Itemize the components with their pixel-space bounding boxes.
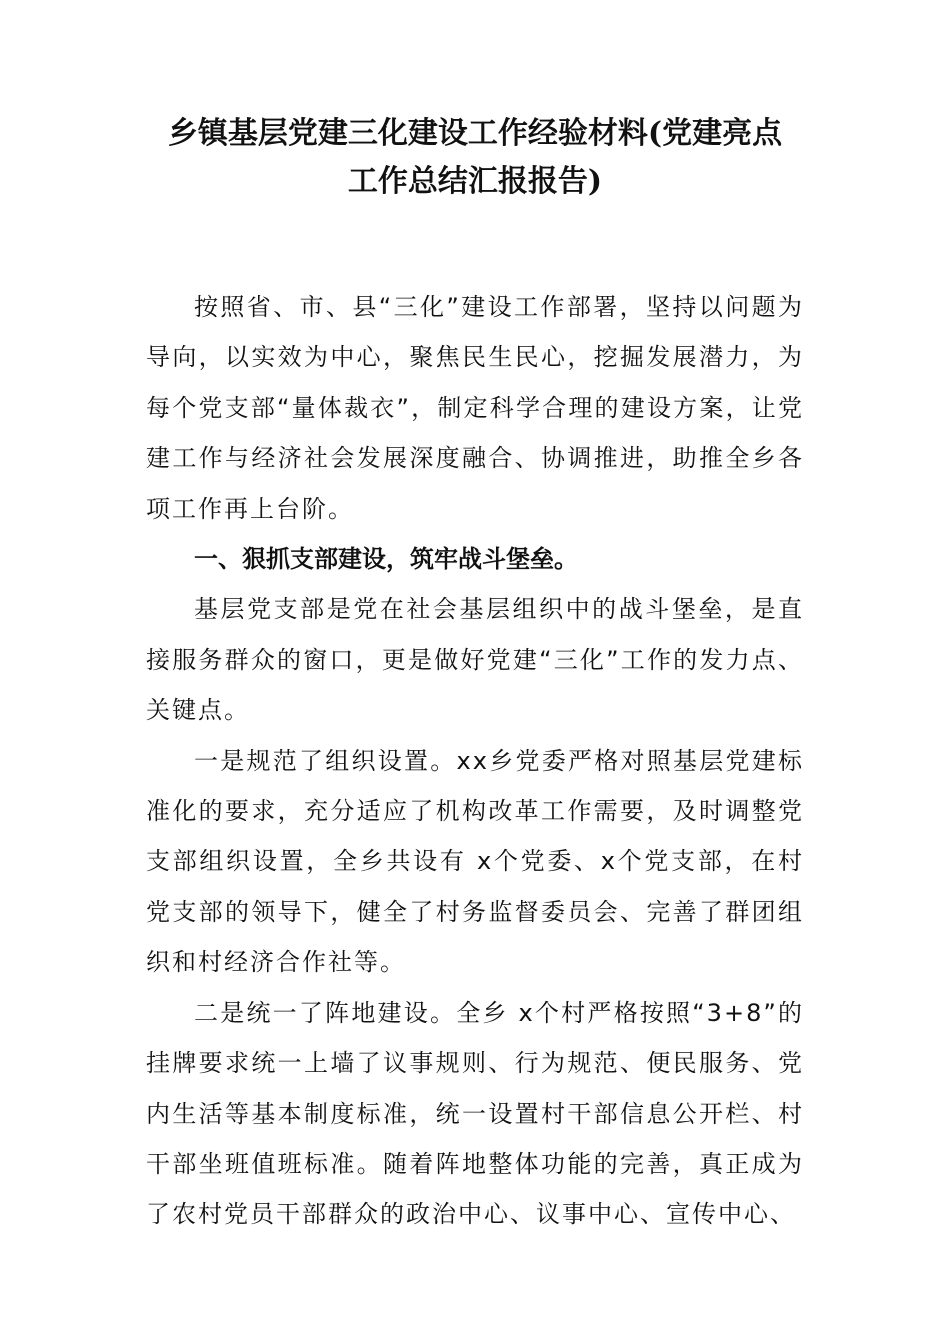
document-body [146, 282, 804, 1240]
title-line-1: 乡镇基层党建三化建设工作经验材料(党建亮点 [167, 116, 783, 151]
document-title [146, 110, 804, 206]
intro-paragraph: 按照省、市、县“三化”建设工作部署，坚持以问题为导向，以实效为中心，聚焦民生民心，挖掘发展潜力，为每个党支部“量体裁衣”，制定科学合理的建设方案，让党建工作与经济社会发展深度融合、协调推进，助推全乡各项工作再上台阶。 [146, 293, 804, 523]
body-paragraph: 一是规范了组织设置。xx乡党委严格对照基层党建标准化的要求，充分适应了机构改革工作需要，及时调整党支部组织设置，全乡共设有 x个党委、x个党支部，在村党支部的领导下，健全了村务监督委员会、完善了群团组织和村经济合作社等。 [146, 746, 804, 977]
body-paragraph: 基层党支部是党在社会基层组织中的战斗堡垒，是直接服务群众的窗口，更是做好党建“三化”工作的发力点、关键点。 [146, 595, 804, 725]
section-heading: 一、狠抓支部建设，筑牢战斗堡垒。 [194, 545, 578, 574]
title-line-2: 工作总结汇报报告) [347, 164, 603, 199]
body-paragraph: 二是统一了阵地建设。全乡 x个村严格按照“3+8”的挂牌要求统一上墙了议事规则、行为规范、便民服务、党内生活等基本制度标准，统一设置村干部信息公开栏、村干部坐班值班标准。随着阵地整体功能的完善，真正成为了农村党员干部群众的政治中心、议事中心、宣传中心、 [146, 998, 804, 1229]
